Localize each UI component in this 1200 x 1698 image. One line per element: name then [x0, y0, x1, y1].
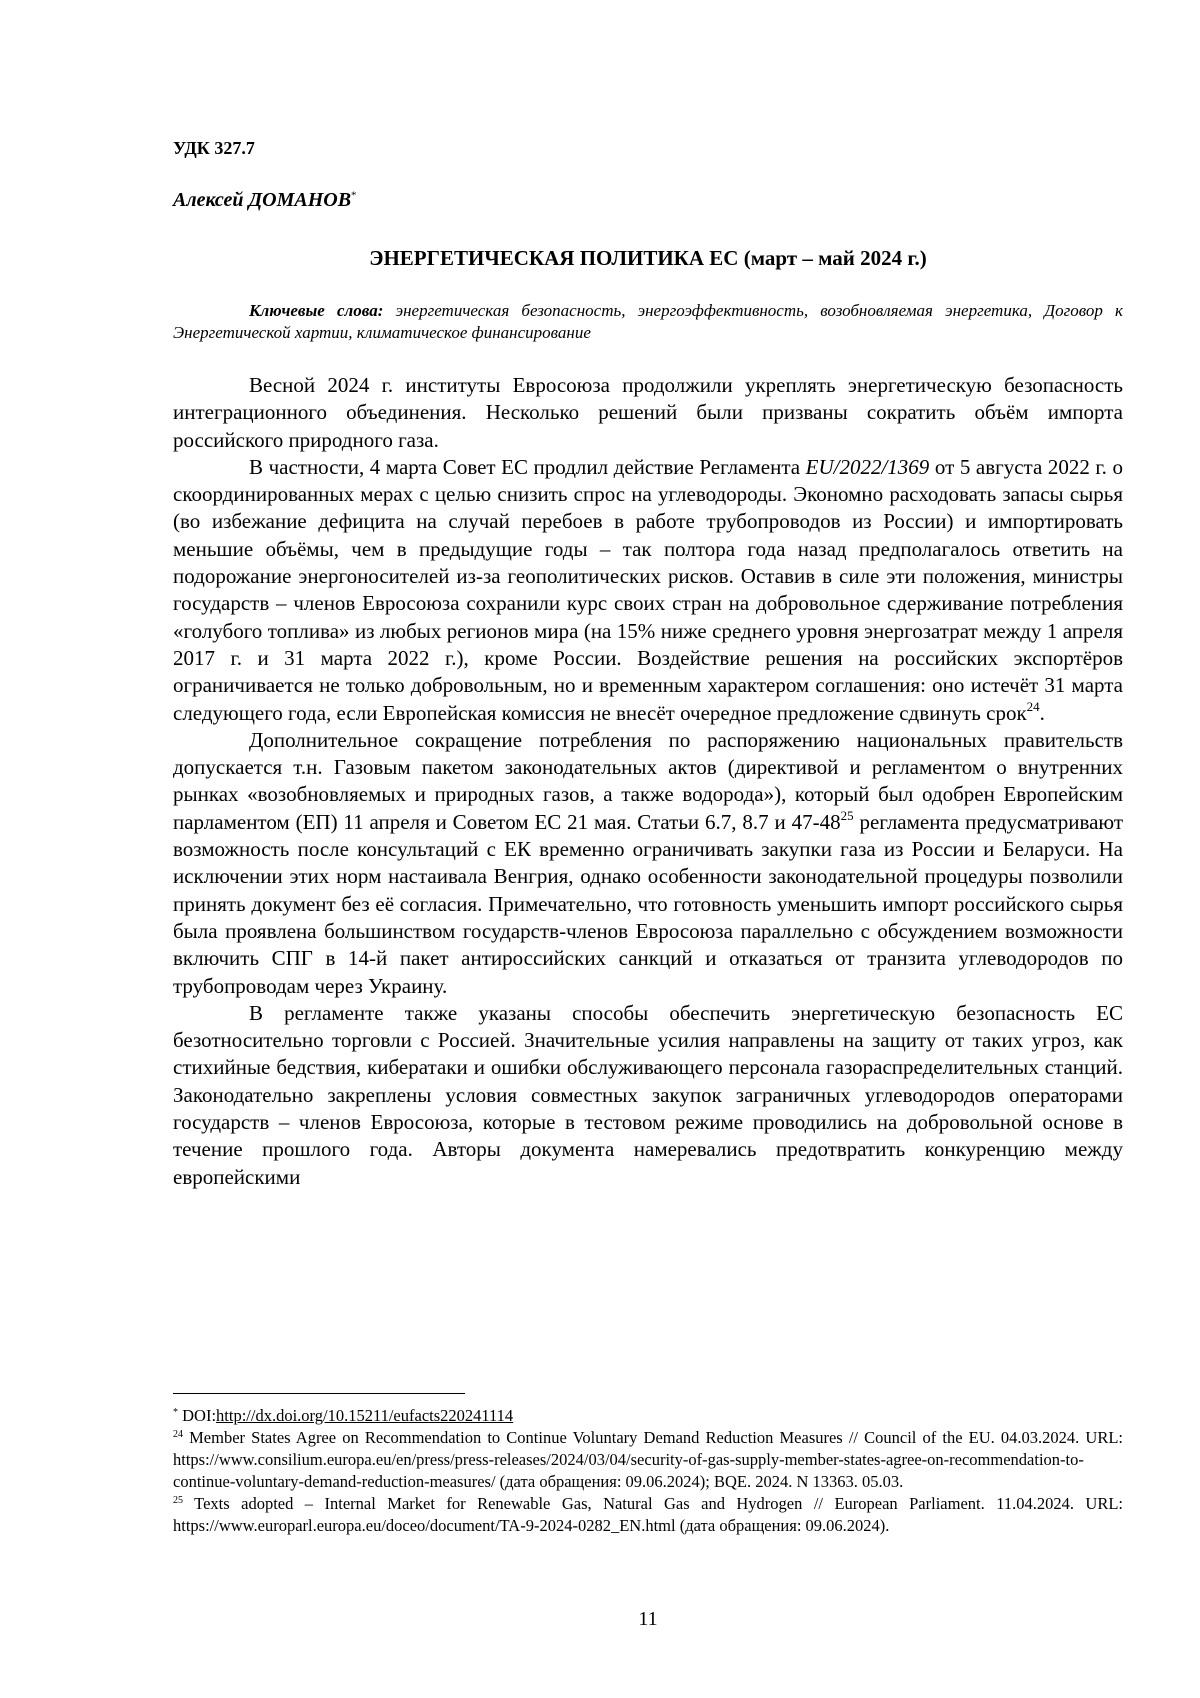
footnote-doi-mark: * [173, 1407, 178, 1418]
footnote-doi [173, 1405, 1123, 1427]
udk-code: УДК 327.7 [173, 138, 255, 158]
author-footnote-mark[interactable]: * [351, 189, 357, 202]
footnote-ref-25[interactable]: 25 [840, 807, 854, 823]
author-name: Алексей ДОМАНОВ [173, 189, 352, 211]
keywords-block [173, 300, 1123, 344]
article-title: ЭНЕРГЕТИЧЕСКАЯ ПОЛИТИКА ЕС (март – май 2024 г.) [369, 246, 927, 270]
footnote-separator [173, 1393, 465, 1394]
footnote-25 [173, 1493, 1123, 1537]
footnote-doi-label: DOI: [178, 1406, 217, 1425]
paragraph-3-text-a: Дополнительное сокращение потребления по распоряжению национальных правительств допускается т.н. Газовым пакетом законодательных актов (директивой и регламентом о внутренних рынках «возобновляемых и природных газов, а также водорода»), который был одобрен Европейским парламентом (ЕП) 11 апреля и Советом ЕС 21 мая. Статьи 6.7, 8.7 и 47-48 [173, 727, 1123, 834]
page-number: 11 [638, 1608, 658, 1630]
footnote-ref-24[interactable]: 24 [1026, 698, 1040, 714]
footnote-24-mark: 24 [173, 1429, 183, 1440]
paragraph-2 [173, 454, 1123, 727]
footnotes-block [173, 1405, 1123, 1537]
paragraph-3-text-b: регламента предусматривают возможность после консультаций с ЕК временно ограничивать закупки газа из России и Беларуси. На исключении этих норм настаивала Венгрия, однако особенности законодательной процедуры позволили принять документ без её согласия. Примечательно, что готовность уменьшить импорт российского сырья была проявлена большинством государств-членов Евросоюза параллельно с обсуждением возможности включить СПГ в 14-й пакет антироссийских санкций и отказаться от транзита углеводородов по трубопроводам через Украину. [173, 809, 1124, 998]
paragraph-4: В регламенте также указаны способы обеспечить энергетическую безопасность ЕС безотносительно торговли с Россией. Значительные усилия направлены на защиту от таких угроз, как стихийные бедствия, кибератаки и ошибки обслуживающего персонала газораспределительных станций. Законодательно закреплены условия совместных закупок заграничных углеводородов операторами государств – членов Евросоюза, которые в тестовом режиме проводились на добровольной основе в течение прошлого года. Авторы документа намеревались предотвратить конкуренцию между европейскими [173, 1000, 1123, 1189]
article-body [173, 372, 1123, 1191]
paragraph-3 [173, 727, 1123, 1000]
doi-link[interactable]: http://dx.doi.org/10.15211/eufacts220241114 [216, 1406, 514, 1425]
footnote-24 [173, 1427, 1123, 1493]
footnote-24-text: Member States Agree on Recommendation to Continue Voluntary Demand Reduction Measures // Council of the EU. 04.03.2024. URL: https://www.consilium.europa.eu/en/press/press-releases/2024/03/04/security-of-gas-supply-member-states-agree-on-recommendation-to-continue-voluntary-demand-reduction-measures/ (дата обращения: 09.06.2024); BQE. 2024. N 13363. 05.03. [173, 1428, 1123, 1491]
regulation-number: EU/2022/1369 [805, 454, 930, 479]
author-line [173, 189, 357, 212]
paragraph-1: Весной 2024 г. институты Евросоюза продолжили укреплять энергетическую безопасность интеграционного объединения. Несколько решений были призваны сократить объём импорта российского природного газа. [173, 373, 1123, 452]
keywords-label: Ключевые слова: [249, 301, 384, 320]
footnote-25-text: Texts adopted – Internal Market for Renewable Gas, Natural Gas and Hydrogen // European Parliament. 11.04.2024. URL: https://www.europarl.europa.eu/doceo/document/TA-9-2024-0282_EN.html (дата обращения: 09.06.2024). [173, 1494, 1123, 1535]
paragraph-2-text-b: от 5 августа 2022 г. о скоординированных мерах с целью снизить спрос на углеводороды. Экономно расходовать запасы сырья (во избежание дефицита на случай перебоев в работе трубопроводов из России) и импортировать меньшие объёмы, чем в предыдущие годы – так полтора года назад предполагалось ответить на подорожание энергоносителей из-за геополитических рисков. Оставив в силе эти положения, министры государств – членов Евросоюза сохранили курс своих стран на добровольное сдерживание потребления «голубого топлива» из любых регионов мира (на 15% ниже среднего уровня энергозатрат между 1 апреля 2017 г. и 31 марта 2022 г.), кроме России. Воздействие решения на российских экспортёров ограничивается не только добровольным, но и временным характером соглашения: оно истечёт 31 марта следующего года, если Европейская комиссия не внесёт очередное предложение сдвинуть срок [173, 454, 1123, 725]
keywords-text: энергетическая безопасность, энергоэффективность, возобновляемая энергетика, Договор к Энергетической хартии, климатическое финансирование [173, 301, 1123, 342]
footnote-25-mark: 25 [173, 1495, 183, 1506]
paragraph-2-end: . [1039, 700, 1045, 725]
paragraph-2-text-a: В частности, 4 марта Совет ЕС продлил действие Регламента [249, 454, 806, 479]
